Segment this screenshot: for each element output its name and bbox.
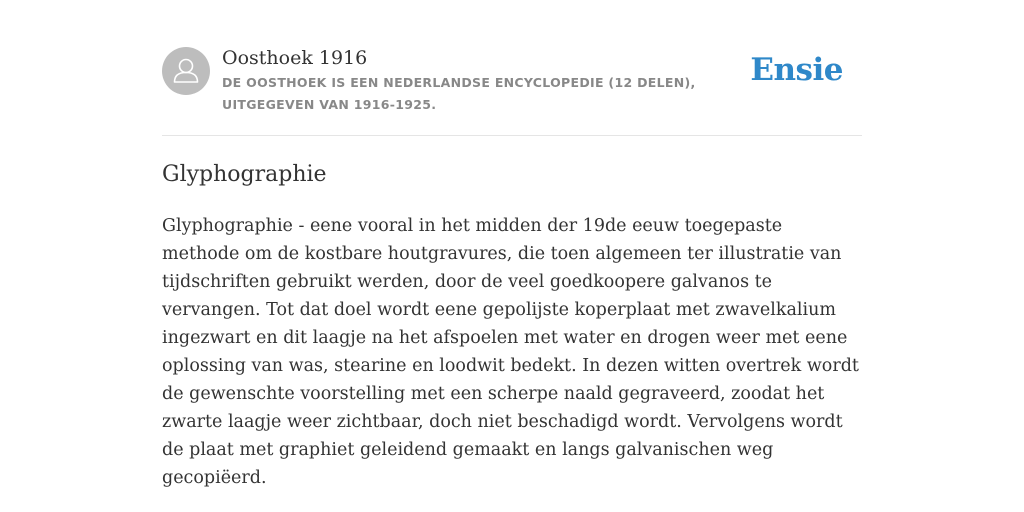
source-title[interactable]: Oosthoek 1916 [222,47,368,69]
article-title: Glyphographie [162,162,327,187]
article-body: Glyphographie - eene vooral in het midden der 19de eeuw toegepaste methode om de kostbare houtgravures, die toen algemeen ter illustratie van tijdschriften gebruikt werden, door de veel goedkoopere galvanos te vervangen. Tot dat doel wordt eene gepolijste koperplaat met zwavelkalium ingezwart en dit laagje na het afspoelen met water en drogen weer met eene oplossing van was, stearine en loodwit bedekt. In dezen witten overtrek wordt de gewenschte voorstelling met een scherpe naald gegraveerd, zoodat het zwarte laagje weer zichtbaar, doch niet beschadigd wordt. Vervolgens wordt de plaat met graphiet geleidend gemaakt en langs galvanischen weg gecopiëerd. [162,216,859,488]
user-silhouette-icon [162,47,210,95]
source-description: DE OOSTHOEK IS EEN NEDERLANDSE ENCYCLOPEDIE (12 DELEN), UITGEGEVEN VAN 1916-1925. [222,75,696,112]
avatar[interactable] [162,47,210,95]
header-divider [162,135,862,136]
ensie-logo-link[interactable]: Ensie [750,52,843,88]
source-header [162,44,862,135]
